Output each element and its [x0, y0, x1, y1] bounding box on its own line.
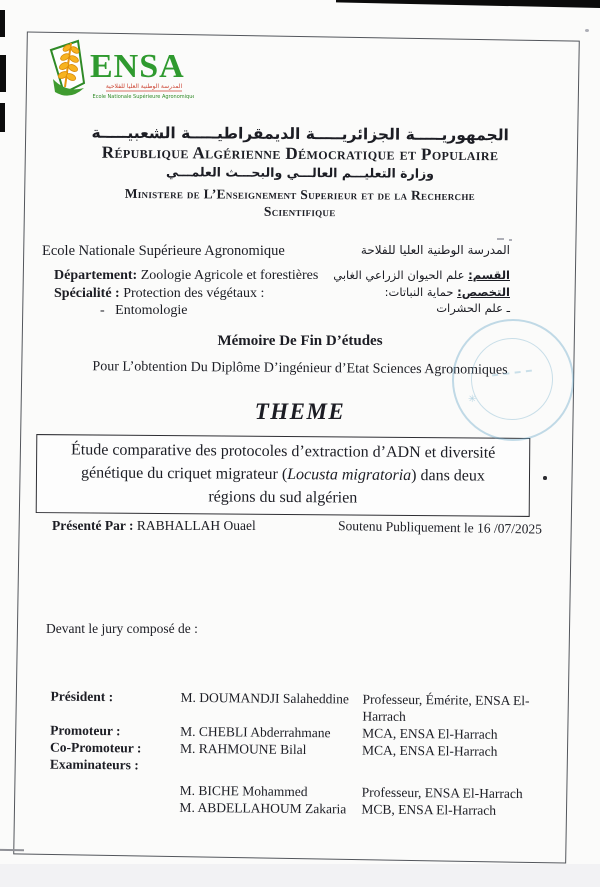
jury-member-name: M. CHEBLI Abderrahmane — [180, 723, 331, 741]
official-stamp-inner-ring — [471, 338, 553, 420]
theme-text-line1: Étude comparative des protocoles d’extraction d’ADN et diversité — [70, 441, 496, 462]
jury-role-label: Président : — [50, 688, 114, 705]
department-label: Département: — [54, 268, 138, 283]
option-line-arabic: ـ علم الحشرات — [436, 301, 510, 315]
jury-intro-line: Devant le jury composé de : — [46, 621, 198, 636]
republic-title-arabic: الجمهوريـــــة الجزائريـــــة الديمقراطيـــــة الشعبيـــــة — [91, 123, 509, 145]
national-header — [38, 122, 563, 221]
department-line — [54, 267, 318, 285]
speciality-value: Protection des végétaux : — [119, 285, 265, 301]
option-line — [54, 302, 318, 320]
option-value: Entomologie — [104, 303, 188, 318]
jury-role-label — [50, 781, 180, 799]
theme-text-line3: régions du sud algérien — [208, 488, 358, 507]
ensa-logo-graphic — [44, 35, 194, 109]
speciality-line-arabic — [333, 284, 510, 301]
department-block-french — [54, 267, 318, 320]
institution-row — [40, 243, 560, 260]
speciality-line — [54, 285, 318, 303]
official-stamp-star: ✳ — [468, 394, 477, 405]
ministry-title-french-line1: Ministere de L’Enseignement Superieur et de la Recherche — [124, 185, 476, 204]
republic-title-french: République Algérienne Démocratique et Populaire — [101, 142, 499, 165]
ink-dot — [543, 476, 547, 480]
department-value-arabic: علم الحيوان الزراعي الغابي — [333, 268, 469, 282]
paper-speck — [585, 29, 589, 32]
memoire-title: Mémoire De Fin D’études — [217, 333, 383, 349]
department-label-arabic: القسم: — [468, 268, 510, 282]
theme-text-line2 — [41, 461, 525, 488]
ministry-title-french — [38, 184, 562, 221]
logo-acronym-text: ENSA — [90, 48, 185, 85]
scan-artifact-top-band — [336, 0, 600, 8]
jury-member-name: M. BICHE Mohammed — [179, 782, 308, 800]
jury-table — [49, 688, 556, 820]
jury-member-title: MCB, ENSA El-Harrach — [361, 801, 497, 818]
speciality-label: Spécialité : — [54, 285, 120, 301]
species-name-italic: Locusta migratoria — [287, 466, 412, 485]
jury-member-name: M. ABDELLAHOUM Zakaria — [179, 799, 347, 817]
memoire-subtitle: Pour L’obtention Du Diplôme D’ingénieur d’Etat Sciences Agronomiques — [92, 359, 508, 378]
theme-line2-post: ) dans deux — [411, 467, 486, 485]
theme-heading: THEME — [254, 399, 346, 424]
department-block — [40, 267, 560, 320]
speciality-label-arabic: التخصص: — [457, 284, 510, 299]
institution-name-arabic: المدرسة الوطنية العليا للفلاحة — [360, 243, 510, 257]
ministry-title-arabic: وزارة التعليـــم العالـــي والبحـــث العلمـــي — [165, 164, 435, 181]
logo-french-name-text: Ecole Nationale Supérieure Agronomique — [92, 94, 194, 100]
ministry-title-french-line2: Scientifique — [263, 203, 336, 220]
presented-by-label: Présenté Par : — [52, 518, 134, 533]
jury-member-name: M. RAHMOUNE Bilal — [179, 740, 307, 758]
pencil-mark — [509, 239, 512, 241]
presented-by-line — [52, 518, 256, 534]
speciality-value-arabic: حماية النباتات: — [384, 284, 458, 299]
pencil-mark — [497, 238, 504, 240]
institution-name-french: Ecole Nationale Supérieure Agronomique — [42, 243, 285, 259]
department-block-arabic — [333, 267, 510, 317]
department-value: Zoologie Agricole et forestières — [137, 268, 319, 283]
logo-arabic-name-text: المدرسة الوطنية العليا للفلاحية — [105, 83, 183, 90]
scan-bottom-shade — [0, 864, 600, 887]
jury-role-label: Examinateurs : — [49, 756, 139, 773]
jury-member-name: M. DOUMANDJI Salaheddine — [180, 689, 349, 707]
scan-artifact-strip — [0, 55, 6, 92]
option-dash: - — [100, 303, 105, 318]
jury-member-name — [180, 757, 362, 776]
department-line-arabic — [333, 267, 510, 284]
scan-artifact-strip — [0, 103, 5, 132]
scan-artifact-strip — [0, 10, 5, 37]
jury-member-title: MCA, ENSA El-Harrach — [361, 742, 498, 759]
jury-member-title: Professeur, Émérite, ENSA El-Harrach — [362, 691, 530, 724]
jury-role-label: Co-Promoteur : — [49, 739, 142, 756]
ensa-logo — [44, 35, 194, 109]
jury-member-title: MCA, ENSA El-Harrach — [362, 725, 498, 742]
defense-date-line: Soutenu Publiquement le 16 /07/2025 — [337, 517, 543, 537]
theme-line2-pre: génétique du criquet migrateur ( — [80, 464, 288, 484]
jury-member-title — [362, 759, 556, 778]
author-name: RABHALLAH Ouael — [133, 518, 256, 533]
jury-role-label — [49, 798, 179, 816]
jury-role-label: Promoteur : — [50, 722, 121, 739]
theme-box — [36, 434, 531, 517]
border-line-spillover — [0, 849, 24, 851]
jury-member-title: Professeur, ENSA El-Harrach — [361, 784, 523, 802]
